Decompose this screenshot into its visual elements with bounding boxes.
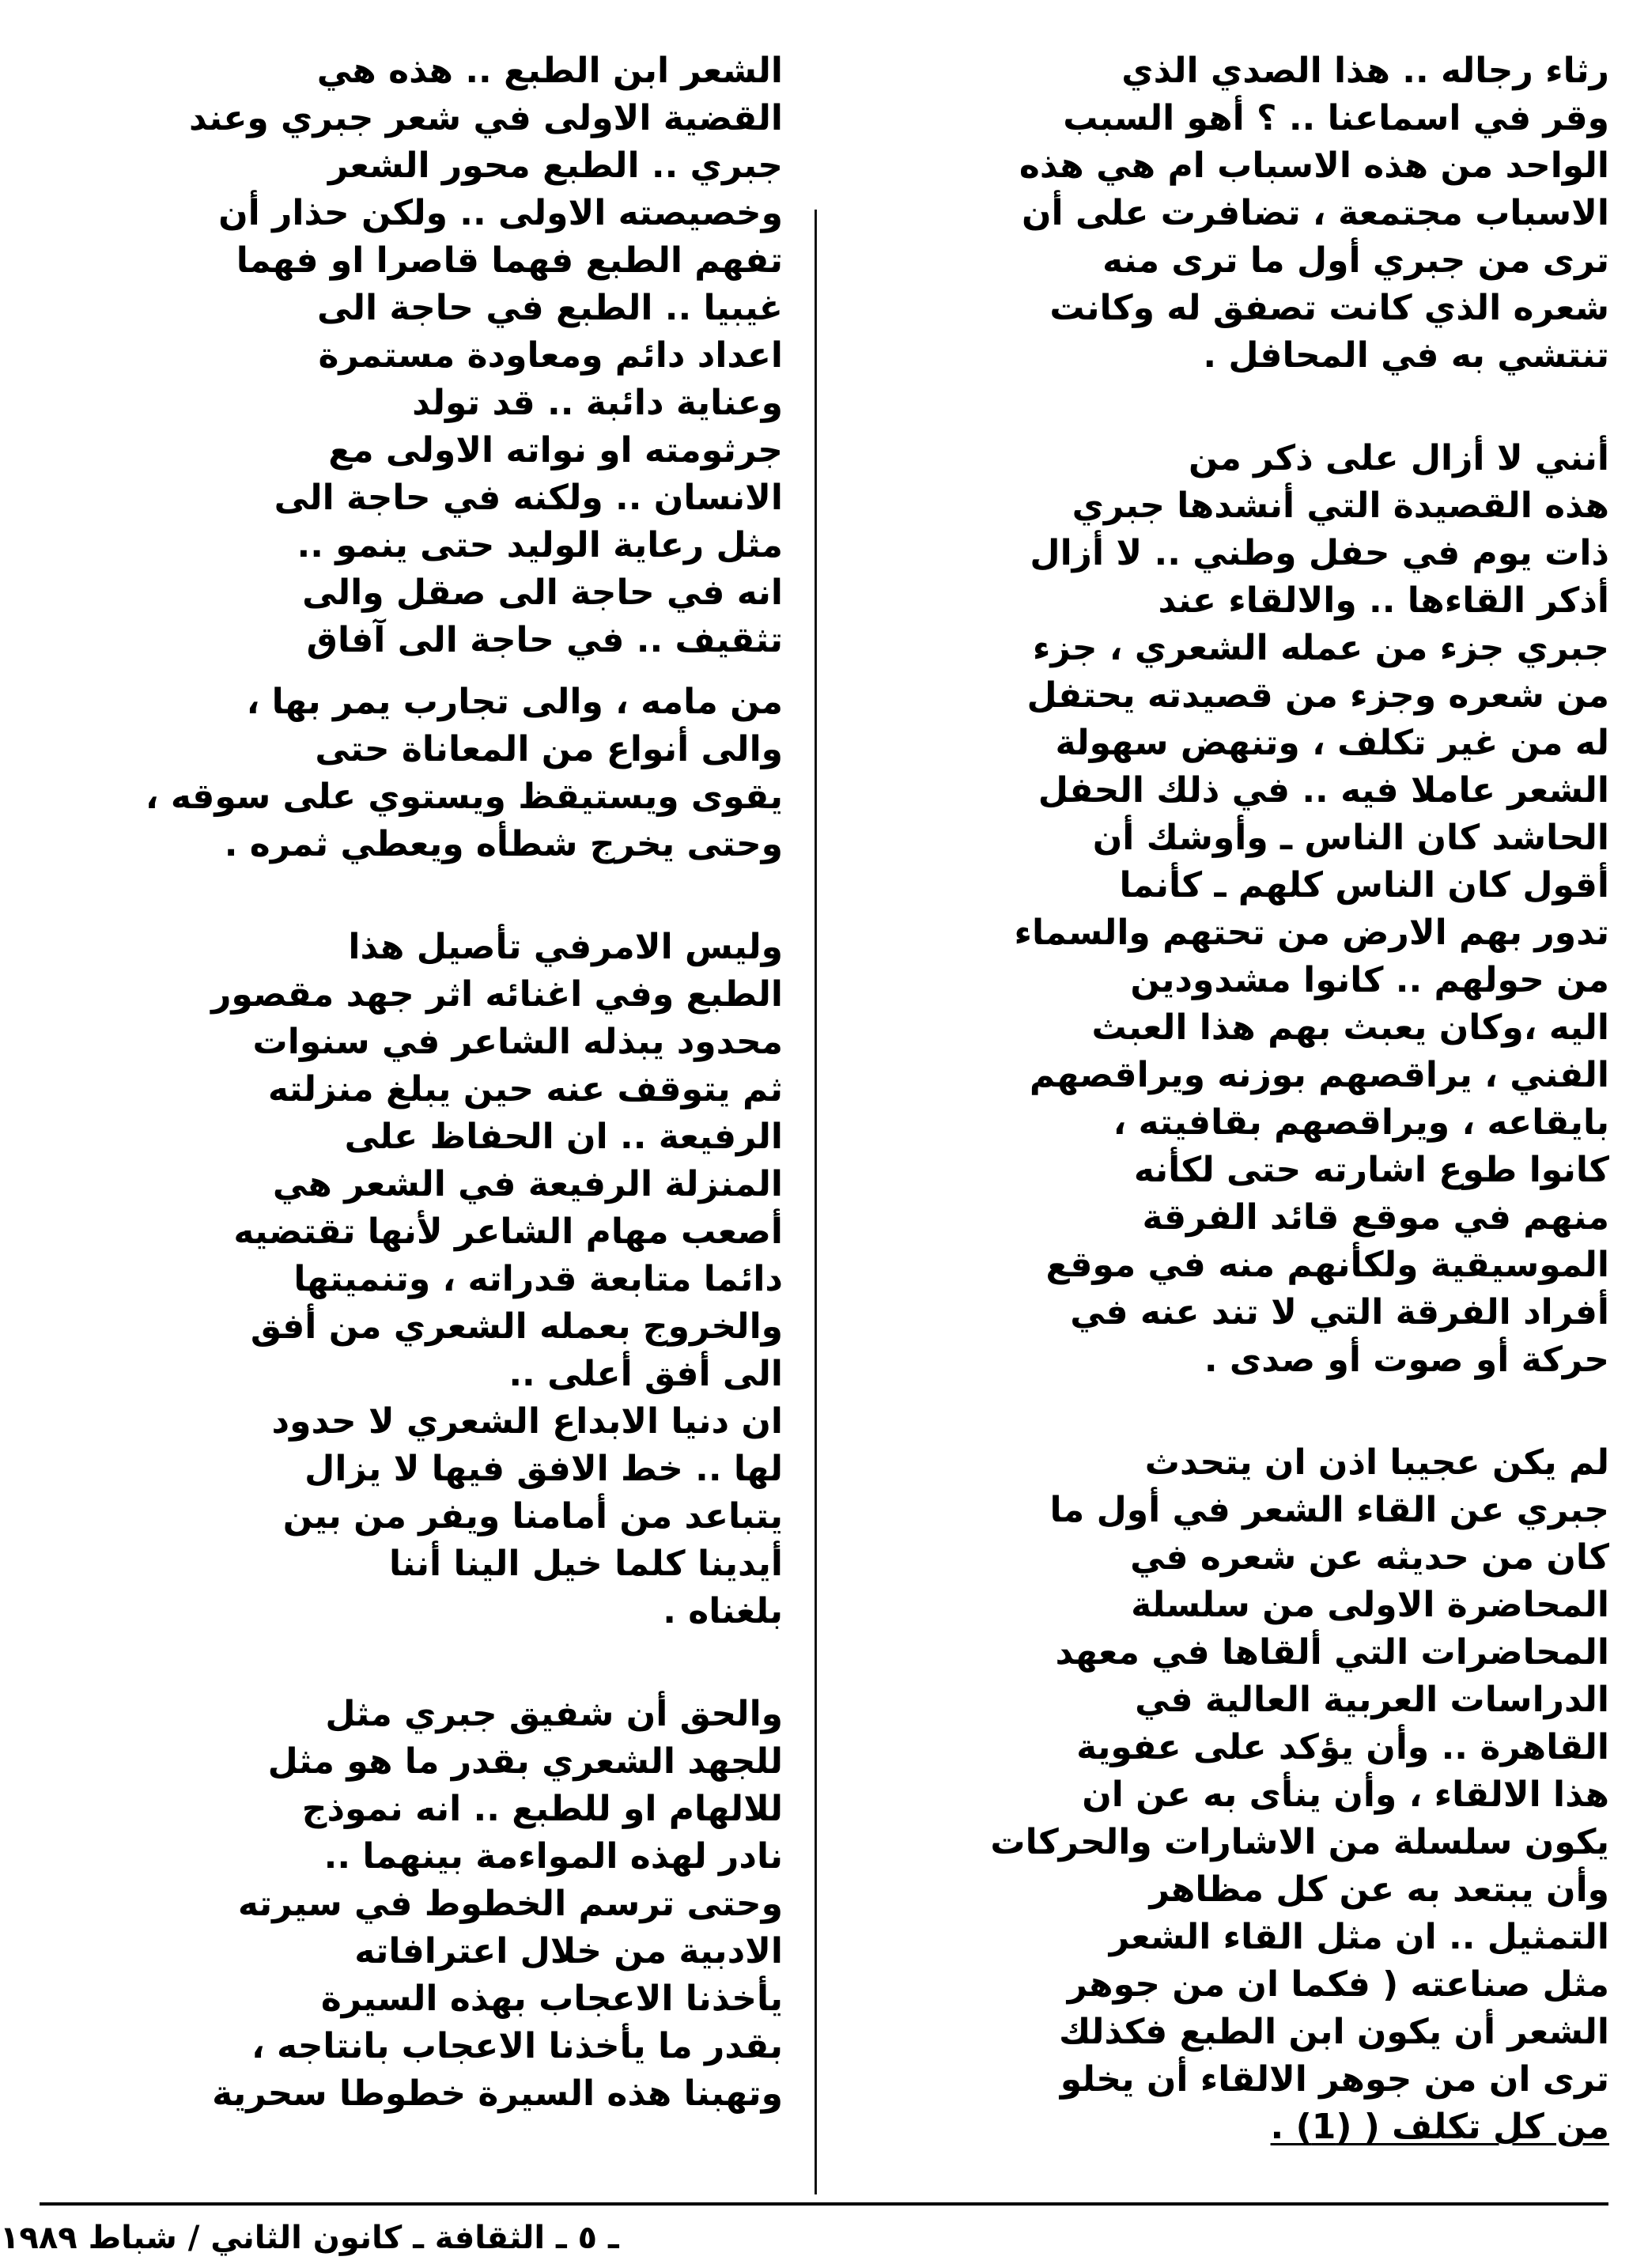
paragraph-poetry-recitation-lecture: لم يكن عجيبا اذن ان يتحدث جبري عن القاء الشعر في أول ما كان من حديثه عن شعره في المحاضرة الاولى من سلسلة المحاضرات التي ألقاها في معهد الدراسات العربية العالية في القاهرة .. وأن يؤكد على عفوية هذا الالقاء ، وأن ينأى به عن ان يكون سلسلة من الاشارات والحركات وأن يبتعد به عن كل مظاهر التمثيل .. ان مثل القاء الشعر مثل صناعته ( فكما ان من جوهر الشعر أن يكون ابن الطبع فكذلك ترى ان من جوهر الالقاء أن يخلو [990,1442,1609,2100]
paragraph-gap [874,380,1609,435]
paragraph-rooting-nature: وليس الامرفي تأصيل هذا الطبع وفي اغنائه اثر جهد مقصور محدود يبذله الشاعر في سنوات ثم يتوقف عنه حين يبلغ منزلته الرفيعة .. ان الحفاظ على المنزلة الرفيعة في الشعر هي أصعب مهام الشاعر لأنها تقتضيه دائما متابعة قدراته ، وتنميتها والخروج بعمله الشعري من أفق الى أفق أعلى .. [211,927,783,1394]
footer-rule [40,2202,1608,2206]
paragraph-gap [47,1635,783,1691]
paragraph-final-line: من كل تكلف ( (1) . [1270,2107,1609,2147]
column-divider [815,210,817,2194]
paragraph-poetry-nature: الشعر ابن الطبع .. هذه هي القضية الاولى في شعر جبري وعند جبري .. الطبع محور الشعر وخصيصته الاولى .. ولكن حذار أن تفهم الطبع فهما قاصرا او فهما غيبيا .. الطبع في حاجة الى اعداد دائم ومعاودة مستمرة وعناية دائبة .. قد تولد جرثومته او نواته الاولى مع الانسان .. ولكنه في حاجة الى مثل رعاية الوليد حتى ينمو .. انه في حاجة الى صقل والى تثقيف .. في حاجة الى آفاق [188,51,783,660]
paragraph-gap [47,868,783,924]
paragraph-gap [47,664,783,679]
page-footer: ـ ٥ ـ الثقافة ـ كانون الثاني / شباط ١٩٨٩ [0,2220,619,2256]
paragraph-recitation-memory: رثاء رجاله .. هذا الصدي الذي وقر في اسماعنا .. ؟ أهو السبب الواحد من هذه الاسباب ام هي هذه الاسباب مجتمعة ، تضافرت على أن ترى من جبري أول ما ترى منه شعره الذي كانت تصفق له وكانت تنتشي به في المحافل . [1019,51,1609,376]
paragraph-national-celebration: أنني لا أزال على ذكر من هذه القصيدة التي أنشدها جبري ذات يوم في حفل وطني .. لا أزال أذكر القاءها .. والالقاء عند جبري جزء من عمله الشعري ، جزء من شعره وجزء من قصيدته يحتفل له من غير تكلف ، وتنهض سهولة الشعر عاملا فيه .. في ذلك الحفل الحاشد كان الناس ـ وأوشك أن أقول كان الناس كلهم ـ كأنما تدور بهم الارض من تحتهم والسماء من حولهم .. كانوا مشدودين اليه ،وكان يعبث بهم هذا العبث الفني ، يراقصهم بوزنه ويراقصهم بايقاعه ، ويراقصهم بقافيته ، كانوا طوع اشارته حتى لكأنه منهم في موقع قائد الفرقة الموسيقية ولكأنهم منه في موقع أفراد الفرقة التي لا تند عنه في حركة أو صوت أو صدى . [1014,438,1609,1380]
paragraph-poetry-nature-continued: من مامه ، والى تجارب يمر بها ، والى أنواع من المعاناة حتى يقوى ويستيقظ ويستوي على سوقه ، وحتى يخرج شطأه ويعطي ثمره . [145,682,783,864]
paragraph-shafiq-jabri-effort: والحق أن شفيق جبري مثل للجهد الشعري بقدر ما هو مثل للالهام او للطبع .. انه نموذج نادر لهذه المواءمة بينهما .. وحتى ترسم الخطوط في سيرته الادبية من خلال اعترافاته يأخذنا الاعجاب بهذه السيرة بقدر ما يأخذنا الاعجاب بانتاجه ، وتهبنا هذه السيرة خطوطا سحرية [212,1694,783,2114]
right-column [874,47,1609,2151]
paragraph-gap [874,1384,1609,1439]
left-column [47,47,783,2118]
paragraph-creative-horizon: ان دنيا الابداع الشعري لا حدود لها .. خط الافق فيها لا يزال يتباعد من أمامنا ويفر من بين أيدينا كلما خيل الينا أننا بلغناه . [271,1401,783,1631]
